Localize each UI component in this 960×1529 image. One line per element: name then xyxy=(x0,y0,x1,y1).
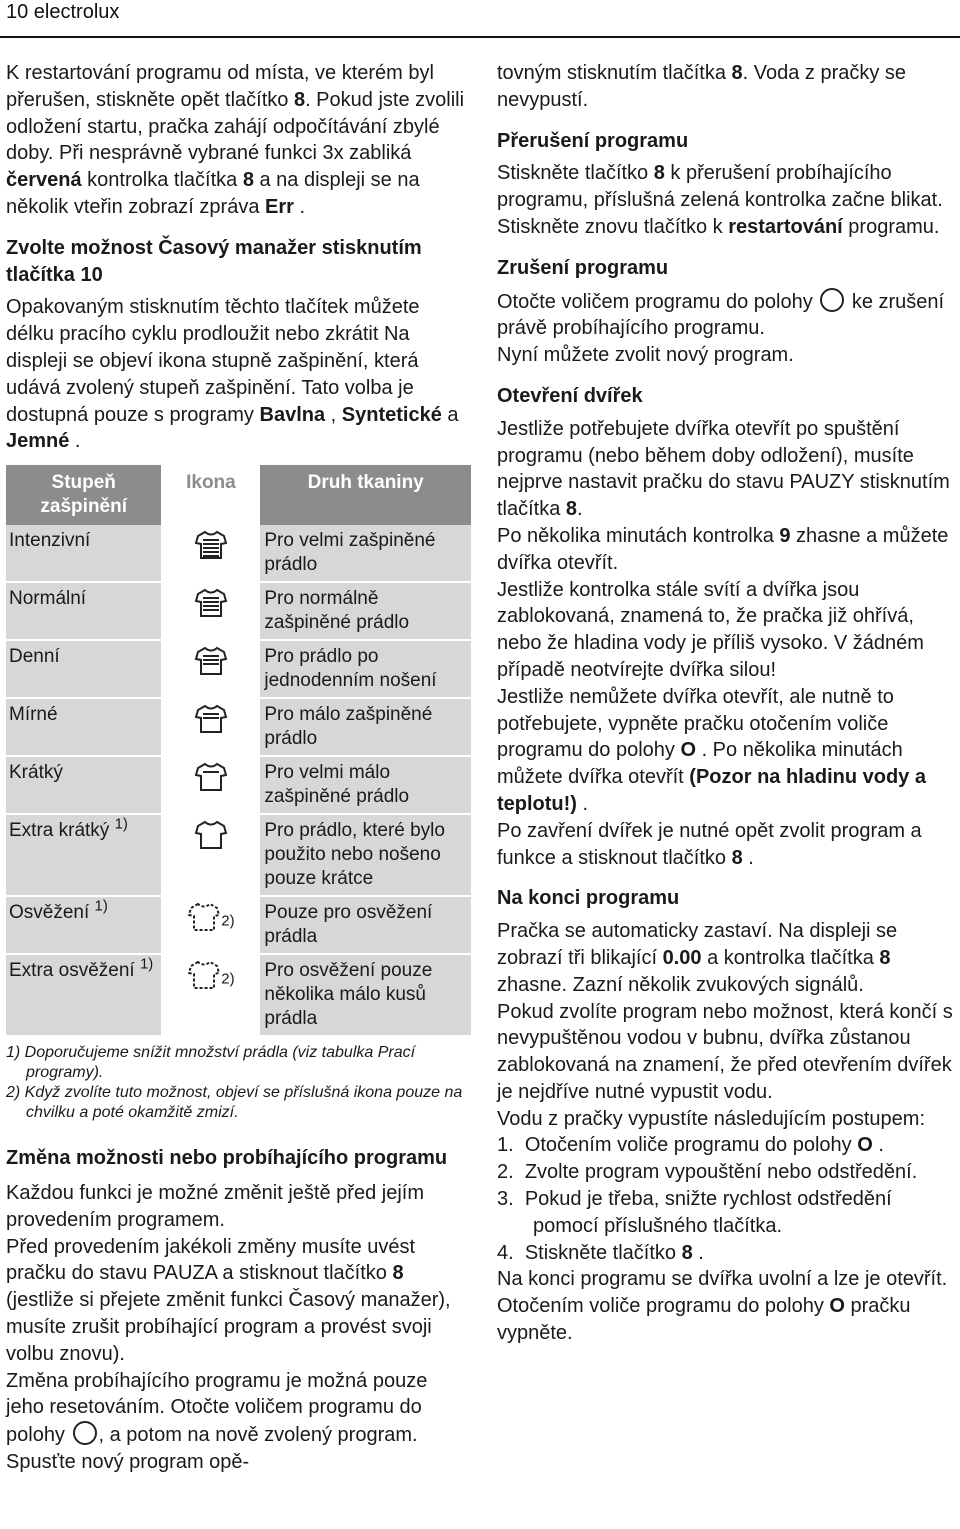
heading-door: Otevření dvířek xyxy=(497,384,643,407)
header-rule xyxy=(0,36,960,38)
cancel-paragraph-2: Nyní můžete zvolit nový program. xyxy=(497,344,794,367)
soil-level-label: Krátký xyxy=(9,762,63,784)
list-item: 1. Otočením voliče programu do polohy O . xyxy=(497,1134,884,1157)
soil-level-cell xyxy=(6,699,161,757)
list-item: 3. Pokud je třeba, snižte rychlost odstředění pomocí příslušného tlačítka. xyxy=(497,1188,892,1237)
icon-cell xyxy=(161,897,260,955)
table-header-row xyxy=(6,465,471,525)
shirt-outline-icon xyxy=(187,901,221,933)
footnote-1: 1) Doporučujeme snížit množství prádla (viz tabulka Prací programy). xyxy=(6,1044,416,1082)
door-paragraph-3: Jestliže kontrolka stále svítí a dvířka jsou zablokovaná, znamená to, že pračka již ohřívá, nebo že hladina vody je příliš vysoko. V žádném případě neotvírejte dvířka silou! xyxy=(497,578,924,681)
shirt-outline-icon xyxy=(187,959,221,991)
soil-level-cell xyxy=(6,815,161,897)
table-row xyxy=(6,815,471,897)
table-row xyxy=(6,955,471,1037)
list-item: 2. Zvolte program vypouštění nebo odstředění. xyxy=(497,1161,918,1184)
page-number-brand: 10 electrolux xyxy=(6,1,120,23)
fabric-cell: Pro málo zašpiněné prádlo xyxy=(260,699,471,757)
table-row xyxy=(6,699,471,757)
icon-cell xyxy=(161,815,260,897)
soil-level-label: Normální xyxy=(9,588,87,610)
end-paragraph-3: Vodu z pračky vypustíte následujícím postupem: xyxy=(497,1107,925,1130)
table-footnotes xyxy=(6,1043,468,1123)
icon-cell xyxy=(161,955,260,1037)
time-manager-text: Opakovaným stisknutím těchto tlačítek můžete délku pracího cyklu prodloužit nebo zkrátit Na displeji se objeví ikona stupně zašpinění, která udává zvolený stupeň zašpinění. Tato volba je dostupná pouze s programy Bavlna , Syntetické a Jemné . xyxy=(6,296,459,453)
shirt-2-icon xyxy=(194,703,228,735)
soil-level-cell xyxy=(6,525,161,583)
fabric-cell: Pro velmi zašpiněné prádlo xyxy=(260,525,471,583)
drain-steps-list xyxy=(497,1132,957,1266)
heading-end: Na konci programu xyxy=(497,887,680,910)
table-row xyxy=(6,897,471,955)
pause-paragraph-1: Stiskněte tlačítko 8 k přerušení probíhajícího programu, příslušná zelená kontrolka začne blikat. xyxy=(497,162,943,212)
soil-level-label: Denní xyxy=(9,646,60,668)
door-paragraph-1: Jestliže potřebujete dvířka otevřít po spuštění programu (nebo během doby odložení), musíte nejprve nastavit pračku do stavu PAUZY stisknutím tlačítka 8. xyxy=(497,417,950,521)
footnote-marker: 2) xyxy=(221,912,235,930)
soil-level-label: Extra osvěžení xyxy=(9,960,135,982)
footnote-2: 2) Když zvolíte tuto možnost, objeví se příslušná ikona pouze na chvilku a poté okamžitě zmizí. xyxy=(6,1084,463,1122)
footnote-marker: 1) xyxy=(139,955,154,973)
soil-level-table xyxy=(6,465,471,1037)
icon-cell xyxy=(161,641,260,699)
end-paragraph-4: Na konci programu se dvířka uvolní a lze je otevřít. Otočením voliče programu do polohy O pračku vypněte. xyxy=(497,1268,948,1345)
soil-level-label: Osvěžení xyxy=(9,902,90,924)
right-column xyxy=(497,60,957,1347)
shirt-3-icon xyxy=(194,645,228,677)
change-paragraph-2: Před provedením jakékoli změny musíte uvést pračku do stavu PAUZA a stisknout tlačítko 8 (jestliže si přejete změnit funkci Časový manažer), musíte zrušit probíhající program a provést svoji volbu znovu). xyxy=(6,1235,451,1365)
shirt-4-icon xyxy=(194,587,228,619)
fabric-cell: Pro osvěžení pouze několika málo kusů prádla xyxy=(260,955,471,1037)
soil-level-label: Mírné xyxy=(9,704,58,726)
table-row xyxy=(6,757,471,815)
off-position-icon xyxy=(820,288,844,312)
door-paragraph-2: Po několika minutách kontrolka 9 zhasne a můžete dvířka otevřít. xyxy=(497,524,949,574)
change-paragraph-3: Změna probíhajícího programu je možná pouze jeho resetováním. Otočte voličem programu do polohy , a potom na nově zvolený program. Spusťte nový program opě- xyxy=(6,1369,428,1473)
icon-cell xyxy=(161,525,260,583)
pause-paragraph-2: Stiskněte znovu tlačítko k restartování programu. xyxy=(497,215,940,238)
heading-pause: Přerušení programu xyxy=(497,129,689,152)
footnote-marker: 1) xyxy=(94,897,108,915)
heading-change-program: Změna možnosti nebo probíhajícího programu xyxy=(6,1147,448,1170)
icon-cell xyxy=(161,699,260,757)
intro-paragraph: K restartování programu od místa, ve kterém byl přerušen, stiskněte opět tlačítko 8. Pokud jste zvolili odložení startu, pračka zahájí odpočítávání zbylé doby. Při nesprávně vybrané funkci 3x zabliká červená kontrolka tlačítka 8 a na displeji se na několik vteřin zobrazí zpráva Err . xyxy=(6,62,465,218)
shirt-0-icon xyxy=(194,819,228,851)
soil-level-cell xyxy=(6,897,161,955)
footnote-marker: 2) xyxy=(221,970,235,988)
icon-cell xyxy=(161,583,260,641)
fabric-cell: Pro velmi málo zašpiněné prádlo xyxy=(260,757,471,815)
header-fabric: Druh tkaniny xyxy=(260,465,471,525)
off-position-icon xyxy=(73,1421,97,1445)
soil-level-label: Extra krátký xyxy=(9,820,110,842)
shirt-5-icon xyxy=(194,529,228,561)
shirt-1-icon xyxy=(194,761,228,793)
heading-cancel: Zrušení programu xyxy=(497,256,669,279)
page-header xyxy=(0,0,960,37)
footnote-marker: 1) xyxy=(114,815,128,833)
soil-level-cell xyxy=(6,757,161,815)
end-paragraph-2: Pokud zvolíte program nebo možnost, která končí s nevypuštěnou vodou v bubnu, dvířka zůstanou zablokovaná na znamení, že před otevřením dvířek je nejdříve nutné vypustit vodu. xyxy=(497,1000,953,1103)
fabric-cell: Pro prádlo, které bylo použito nebo nošeno pouze krátce xyxy=(260,815,471,897)
soil-level-cell xyxy=(6,955,161,1037)
soil-level-label: Intenzivní xyxy=(9,530,91,552)
header-icon: Ikona xyxy=(161,465,260,525)
fabric-cell: Pro normálně zašpiněné prádlo xyxy=(260,583,471,641)
fabric-cell: Pouze pro osvěžení prádla xyxy=(260,897,471,955)
table-row xyxy=(6,641,471,699)
soil-level-cell xyxy=(6,641,161,699)
door-paragraph-4: Jestliže nemůžete dvířka otevřít, ale nutně to potřebujete, vypněte pračku otočením voliče programu do polohy O . Po několika minutách můžete dvířka otevřít (Pozor na hladinu vody a teplotu!) . xyxy=(497,685,926,815)
door-paragraph-5: Po zavření dvířek je nutné opět zvolit program a funkce a stisknout tlačítko 8 . xyxy=(497,819,922,869)
soil-level-cell xyxy=(6,583,161,641)
left-column xyxy=(6,60,468,1476)
table-row xyxy=(6,583,471,641)
continued-text: tovným stisknutím tlačítka 8. Voda z pračky se nevypustí. xyxy=(497,62,907,111)
end-paragraph-1: Pračka se automaticky zastaví. Na displeji se zobrazí tři blikající 0.00 a kontrolka tlačítka 8 zhasne. Zazní několik zvukových signálů. xyxy=(497,920,898,996)
icon-cell xyxy=(161,757,260,815)
table-row xyxy=(6,525,471,583)
heading-time-manager: Zvolte možnost Časový manažer stisknutím tlačítka 10 xyxy=(6,236,422,286)
list-item: 4. Stiskněte tlačítko 8 . xyxy=(497,1241,704,1264)
header-soil-level: Stupeň zašpinění xyxy=(6,465,161,525)
fabric-cell: Pro prádlo po jednodenním nošení xyxy=(260,641,471,699)
cancel-paragraph-1: Otočte voličem programu do polohy ke zrušení právě probíhajícího programu. xyxy=(497,288,957,343)
change-paragraph-1: Každou funkci je možné změnit ještě před jejím provedením programem. xyxy=(6,1181,424,1231)
